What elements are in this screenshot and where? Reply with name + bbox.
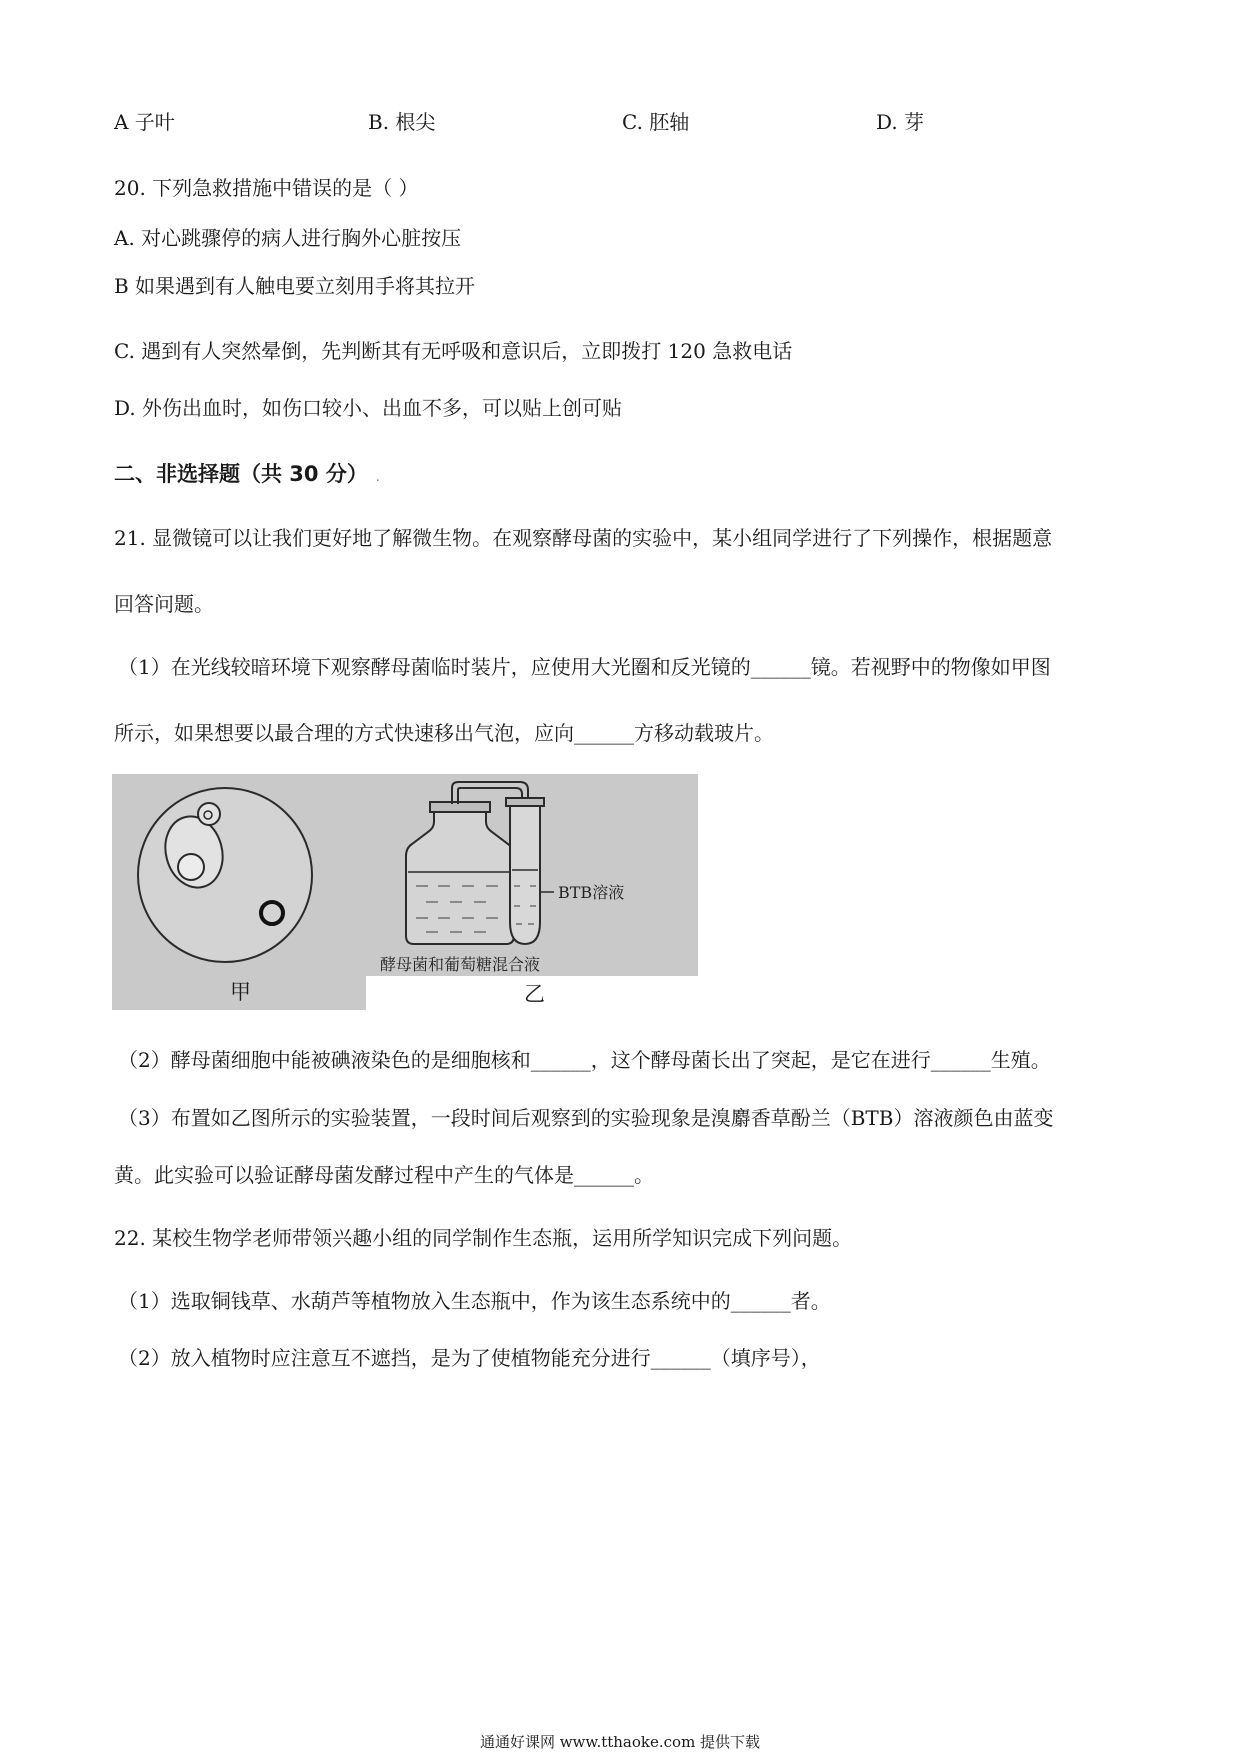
figure-svg bbox=[112, 774, 698, 1010]
q22-stem: 22. 某校生物学老师带领兴趣小组的同学制作生态瓶，运用所学知识完成下列问题。 bbox=[114, 1226, 853, 1250]
q22-part2: （2）放入植物时应注意互不遮挡，是为了使植物能充分进行______（填序号）， bbox=[118, 1346, 821, 1370]
caption-jia: 甲 bbox=[230, 980, 251, 1004]
microscope-field bbox=[138, 788, 312, 962]
q20-option-c: C. 遇到有人突然晕倒，先判断其有无呼吸和意识后，立即拨打 120 急救电话 bbox=[114, 339, 793, 363]
q20-option-b: B 如果遇到有人触电要立刻用手将其拉开 bbox=[114, 274, 476, 298]
q20-option-d: D. 外伤出血时，如伤口较小、出血不多，可以贴上创可贴 bbox=[114, 396, 623, 420]
option-d: D. 芽 bbox=[876, 110, 925, 134]
test-tube bbox=[510, 802, 540, 944]
q21-stem-line1: 21. 显微镜可以让我们更好地了解微生物。在观察酵母菌的实验中，某小组同学进行了下列操作，根据题意 bbox=[114, 526, 1053, 550]
section-title-mark: . bbox=[375, 470, 380, 484]
q22-part1: （1）选取铜钱草、水葫芦等植物放入生态瓶中，作为该生态系统中的______者。 bbox=[118, 1289, 831, 1313]
caption-yi: 乙 bbox=[524, 982, 545, 1006]
q21-part3-line1: （3）布置如乙图所示的实验装置，一段时间后观察到的实验现象是溴麝香草酚兰（BTB）溶液颜色由蓝变 bbox=[118, 1106, 1054, 1130]
q21-part1-line2: 所示，如果想要以最合理的方式快速移出气泡，应向______方移动载玻片。 bbox=[114, 721, 774, 745]
q21-part1-line1: （1）在光线较暗环境下观察酵母菌临时装片，应使用大光圈和反光镜的______镜。若视野中的物像如甲图 bbox=[118, 655, 1051, 679]
section-title-text: 二、非选择题（共 30 分） bbox=[114, 462, 368, 486]
yeast-nucleus bbox=[178, 854, 204, 880]
q21-part2: （2）酵母菌细胞中能被碘液染色的是细胞核和______，这个酵母菌长出了突起，是它在进行______生殖。 bbox=[118, 1048, 1051, 1072]
mixture-label: 酵母菌和葡萄糖混合液 bbox=[380, 955, 541, 974]
q20-stem: 20. 下列急救措施中错误的是（ ） bbox=[114, 176, 419, 200]
page-footer: 通通好课网 www.tthaoke.com 提供下载 bbox=[479, 1733, 761, 1751]
option-a: A 子叶 bbox=[114, 110, 175, 134]
bottle-stopper bbox=[430, 802, 490, 812]
option-b: B. 根尖 bbox=[368, 110, 436, 134]
yeast-bud bbox=[198, 803, 220, 825]
q20-option-a: A. 对心跳骤停的病人进行胸外心脏按压 bbox=[114, 226, 462, 250]
btb-label: BTB溶液 bbox=[558, 883, 625, 902]
option-c: C. 胚轴 bbox=[622, 110, 690, 134]
q21-part3-line2: 黄。此实验可以验证酵母菌发酵过程中产生的气体是______。 bbox=[114, 1163, 654, 1187]
section-title bbox=[114, 458, 380, 488]
experiment-figure bbox=[112, 774, 698, 1010]
q21-stem-line2: 回答问题。 bbox=[114, 592, 214, 616]
